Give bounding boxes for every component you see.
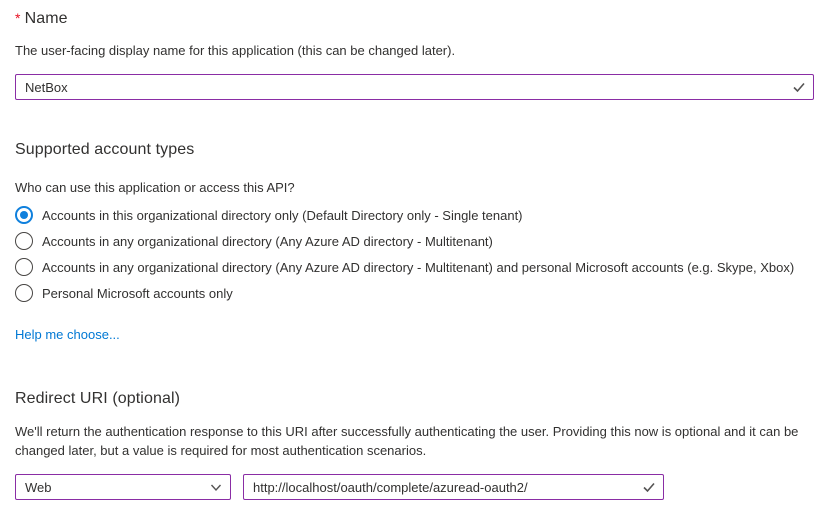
name-input[interactable]	[15, 74, 814, 100]
help-me-choose-link[interactable]: Help me choose...	[15, 327, 120, 342]
redirect-uri-value: http://localhost/oauth/complete/azuread-oauth2/	[253, 479, 528, 495]
name-section-heading	[15, 10, 68, 28]
name-input-value: NetBox	[25, 79, 68, 95]
radio-icon	[15, 206, 33, 224]
radio-icon	[15, 232, 33, 250]
name-label: Name	[24, 10, 68, 27]
radio-option-personal-only[interactable]	[15, 283, 233, 303]
redirect-uri-input[interactable]	[243, 474, 664, 500]
radio-option-multitenant[interactable]	[15, 231, 493, 251]
radio-icon	[15, 284, 33, 302]
checkmark-icon	[642, 480, 656, 494]
radio-option-label: Accounts in this organizational directory only (Default Directory only - Single tenant)	[42, 207, 523, 223]
chevron-down-icon	[209, 480, 223, 494]
name-description: The user-facing display name for this application (this can be changed later).	[15, 43, 456, 58]
checkmark-icon	[792, 80, 806, 94]
account-types-question: Who can use this application or access this API?	[15, 180, 295, 195]
redirect-uri-heading: Redirect URI (optional)	[15, 390, 181, 407]
redirect-uri-description: We'll return the authentication response to this URI after successfully authenticating the user. Providing this now is optional and it can be changed later, but a value is required for most authentication scenarios.	[15, 424, 799, 458]
radio-option-label: Accounts in any organizational directory (Any Azure AD directory - Multitenant)	[42, 233, 493, 249]
radio-option-multitenant-personal[interactable]	[15, 257, 794, 277]
redirect-platform-select[interactable]	[15, 474, 231, 500]
redirect-platform-value: Web	[25, 479, 52, 495]
radio-option-label: Accounts in any organizational directory (Any Azure AD directory - Multitenant) and personal Microsoft accounts (e.g. Skype, Xbox)	[42, 259, 795, 275]
account-types-heading: Supported account types	[15, 141, 195, 158]
radio-icon	[15, 258, 33, 276]
radio-option-label: Personal Microsoft accounts only	[42, 285, 233, 301]
radio-option-single-tenant[interactable]	[15, 205, 523, 225]
required-asterisk: *	[15, 10, 21, 26]
